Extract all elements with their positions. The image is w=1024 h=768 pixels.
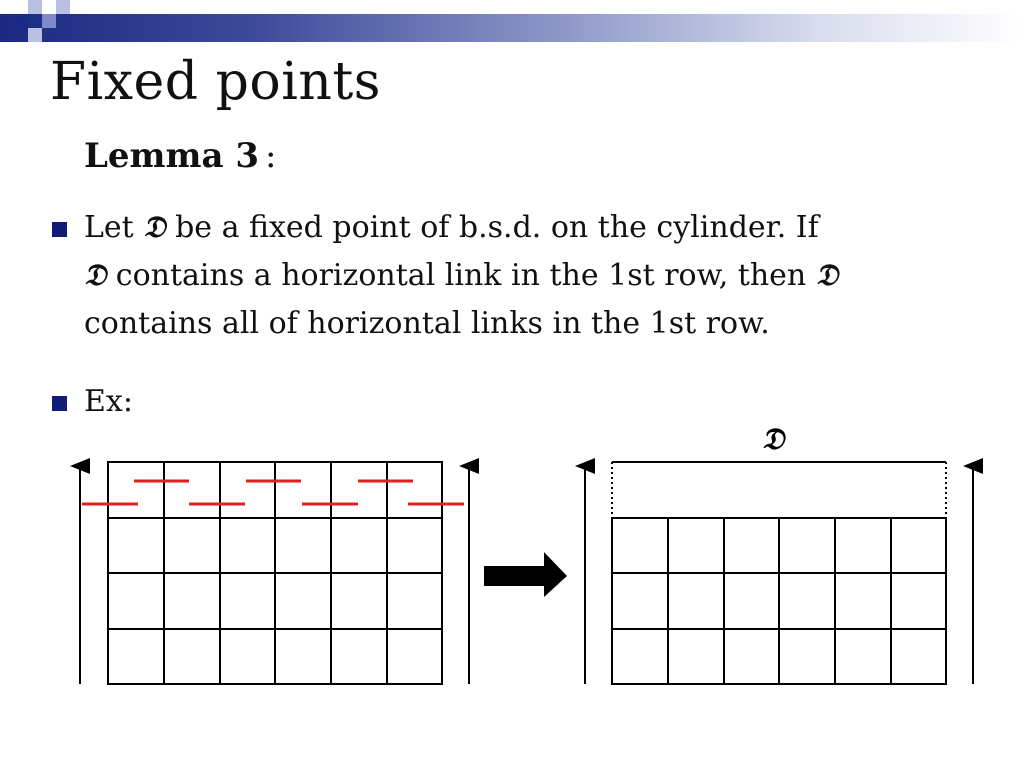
bullet-line-3: contains all of horizontal links in the 1st row. [84,306,770,341]
lemma-colon: : [265,136,277,176]
bullet-text-ex: Ex: [84,384,133,419]
math-symbol-d: 𝔇 [815,258,839,293]
text-fixed-point: be a fixed point of b.s.d. on the cylinder. If [165,210,819,245]
left-grid [108,462,442,684]
math-symbol-d: 𝔇 [84,258,107,293]
red-horizontal-links [82,481,464,504]
right-arrow-icon [484,552,567,597]
math-symbol-d: 𝔇 [143,210,166,245]
lemma-label: Lemma 3 [84,136,260,176]
diagram-label-d: 𝔇 [761,422,785,457]
right-grid [612,462,946,684]
text-let: Let [84,210,144,245]
text-contains-link: contains a horizontal link in the 1st row, then [106,258,816,293]
slide-title: Fixed points [50,52,381,112]
